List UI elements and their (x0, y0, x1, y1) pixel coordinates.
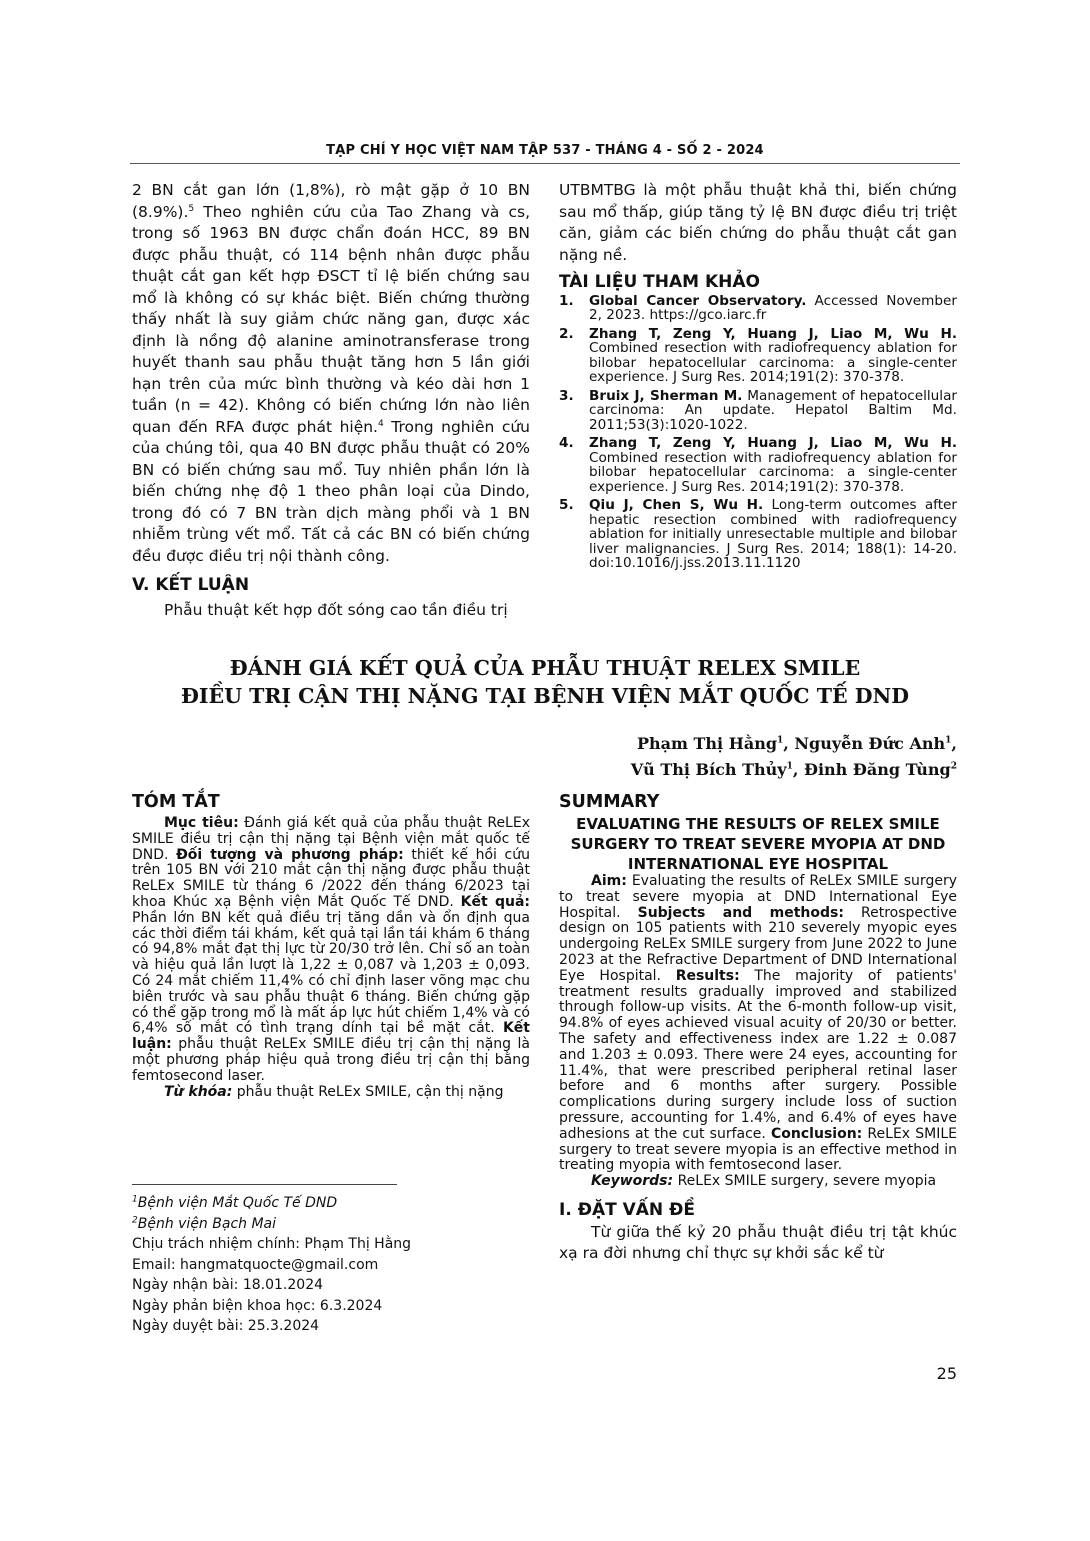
reference-item: 5. Qiu J, Chen S, Wu H. Long-term outcomes after hepatic resection combined with radiofrequency ablation for initially unresectable multiple and bilobar liver malignancies. J Surg Res. 2014; 188(1): 14-20. doi:10.1016/j.jss.2013.11.1120 (559, 497, 957, 571)
intro-heading: I. ĐẶT VẤN ĐỀ (559, 1199, 695, 1220)
left-column-top (132, 180, 530, 621)
right-column-top (559, 180, 957, 575)
corresponding-author: Chịu trách nhiệm chính: Phạm Thị Hằng (132, 1236, 412, 1252)
article-authors: Phạm Thị Hằng$^1$, Nguyễn Đức Anh$^1$, Vũ Thị Bích Thủy$^1$, Đinh Đăng Tùng$^2$ (630, 734, 957, 779)
date-accepted: Ngày duyệt bài: 25.3.2024 (132, 1318, 320, 1334)
author: Phạm Thị Hằng (636, 734, 778, 753)
email: Email: hangmatquocte@gmail.com (132, 1256, 379, 1273)
abstract-vi (132, 792, 530, 1100)
reference-item: 3. Bruix J, Sherman M. Management of hepatocellular carcinoma: An update. Hepatol Baltim Md. 2011;53(3):1020-1022. (559, 387, 957, 433)
references-list (559, 294, 957, 571)
conclusion-heading: V. KẾT LUẬN (132, 575, 250, 595)
reference-item: 4. Zhang T, Zeng Y, Huang J, Liao M, Wu H. Combined resection with radiofrequency ablation for bilobar hepatocellular carcinoma: a single-center experience. J Surg Res. 2014;191(2): 370-378. (559, 435, 957, 495)
article-title: ĐÁNH GIÁ KẾT QUẢ CỦA PHẪU THUẬT RELEX SMILE ĐIỀU TRỊ CẬN THỊ NẶNG TẠI BỆNH VIỆN MẮT QUỐC TẾ DND (180, 656, 910, 708)
conclusion-continued: UTBMTBG là một phẫu thuật khả thi, biến chứng sau mổ thấp, giúp tăng tỷ lệ BN được điều trị triệt căn, giảm các biến chứng do phẫu thuật cắt gan nặng nề. (559, 181, 957, 264)
author: Đinh Đăng Tùng (803, 760, 951, 779)
summary-keywords: Keywords: ReLEx SMILE surgery, severe myopia (591, 1173, 937, 1190)
intro-paragraph: Từ giữa thế kỷ 20 phẫu thuật điều trị tật khúc xạ ra đời nhưng chỉ thực sự khởi sắc kể từ (559, 1222, 957, 1263)
abstract-body: Mục tiêu: Đánh giá kết quả của phẫu thuật ReLEx SMILE điều trị cận thị nặng tại Bệnh viện mắt quốc tế DND. Đối tượng và phương pháp: thiết kế hồi cứu trên 105 BN với 210 mắt cận thị nặng được phẫu thuật ReLEx SMILE từ tháng 6 /2022 đến tháng 6/2023 tại khoa Khúc xạ Bệnh viện Mắt Quốc Tế DND. Kết quả: Phần lớn BN kết quả điều trị tăng dần và ổn định qua các thời điểm tái khám, kết quả tại lần tái khám 6 tháng có 94,8% mắt đạt thị lực từ 20/30 trở lên. Chỉ số an toàn và hiệu quả lần lượt là 1,22 ± 0,087 và 1,203 ± 0,093. Có 24 mắt chiếm 11,4% có chỉ định laser võng mạc chu biên trước và sau phẫu thuật 6 tháng. Biến chứng gặp có thể gặp trong mổ là mất áp lực hút chiếm 1,4% và có 6,4% số mắt có tình trạng dính tại bề mặt cắt. Kết luận: phẫu thuật ReLEx SMILE điều trị cận thị nặng là một phương pháp hiệu quả trong điều trị cận thị bằng femtosecond laser. (132, 815, 530, 1084)
affiliation-2: $^2$Bệnh viện Bạch Mai (132, 1214, 277, 1232)
summary-en (559, 792, 957, 1265)
abstract-keywords: Từ khóa: phẫu thuật ReLEx SMILE, cận thị nặng (164, 1083, 504, 1100)
header-rule (130, 163, 960, 164)
footnote-rule (132, 1184, 397, 1185)
summary-title: EVALUATING THE RESULTS OF RELEX SMILE SURGERY TO TREAT SEVERE MYOPIA AT DND INTERNATIONAL EYE HOSPITAL (570, 815, 946, 873)
date-reviewed: Ngày phản biện khoa học: 6.3.2024 (132, 1297, 383, 1314)
author: Vũ Thị Bích Thủy (630, 760, 787, 779)
summary-body: Aim: Evaluating the results of ReLEx SMILE surgery to treat severe myopia at DND International Eye Hospital. Subjects and methods: Retrospective design on 105 patients with 210 severely myopic eyes undergoing ReLEx SMILE surgery from June 2022 to June 2023 at the Refractive Department of DND International Eye Hospital. Results: The majority of patients' treatment results gradually improved and stabilized through follow-up visits. At the 6-month follow-up visit, 94.8% of eyes achieved visual acuity of 20/30 or better. The safety and effectiveness index are 1.22 ± 0.087 and 1.203 ± 0.093. There were 24 eyes, accounting for 11.4%, that were prescribed peripheral retinal laser before and 6 months after surgery. Possible complications during surgery include loss of suction pressure, accounting for 1.4%, and 6.4% of eyes have adhesions at the cut surface. Conclusion: ReLEx SMILE surgery to treat severe myopia is an effective method in treating myopia with femtosecond laser. (559, 873, 958, 1174)
affiliation-1: $^1$Bệnh viện Mắt Quốc Tế DND (132, 1194, 338, 1211)
author: Nguyễn Đức Anh (794, 734, 946, 753)
reference-item: 2. Zhang T, Zeng Y, Huang J, Liao M, Wu H. Combined resection with radiofrequency ablation for bilobar hepatocellular carcinoma: a single-center experience. J Surg Res. 2014;191(2): 370-378. (559, 325, 957, 385)
discussion-paragraph: 2 BN cắt gan lớn (1,8%), rò mật gặp ở 10 BN (8.9%).$^5$ Theo nghiên cứu của Tao Zhang và cs, trong số 1963 BN được chẩn đoán HCC, 89 BN được phẫu thuật, có 114 bệnh nhân được phẫu thuật cắt gan kết hợp ĐSCT tỉ lệ biến chứng sau mổ là không có sự khác biệt. Biến chứng thường thấy nhất là suy giảm chức năng gan, được xác định là nồng độ alanine aminotransferase trong huyết thanh sau phẫu thuật tăng hơn 5 lần giới hạn trên của mức bình thường và kéo dài hơn 1 tuần (n = 42). Không có biến chứng lớn nào liên quan đến RFA được phát hiện.$^4$ Trong nghiên cứu của chúng tôi, qua 40 BN được phẫu thuật có 20% BN có biến chứng sau mổ. Tuy nhiên phần lớn là biến chứng nhẹ độ 1 theo phân loại của Dindo, trong đó có 7 BN tràn dịch màng phổi và 1 BN nhiễm trùng vết mổ. Tất cả các BN có biến chứng đều được điều trị nội thành công. (132, 181, 530, 565)
journal-header: TẠP CHÍ Y HỌC VIỆT NAM TẬP 537 - THÁNG 4 - SỐ 2 - 2024 (326, 143, 764, 158)
abstract-heading: TÓM TẮT (132, 792, 220, 812)
page-number: 25 (936, 1364, 957, 1383)
date-received: Ngày nhận bài: 18.01.2024 (132, 1277, 324, 1293)
references-heading: TÀI LIỆU THAM KHẢO (559, 272, 760, 292)
reference-item: 1. Global Cancer Observatory. Accessed November 2, 2023. https://gco.iarc.fr (559, 292, 957, 323)
summary-heading: SUMMARY (559, 792, 660, 812)
conclusion-paragraph: Phẫu thuật kết hợp đốt sóng cao tần điều trị (164, 600, 508, 619)
footnotes (132, 1193, 411, 1337)
